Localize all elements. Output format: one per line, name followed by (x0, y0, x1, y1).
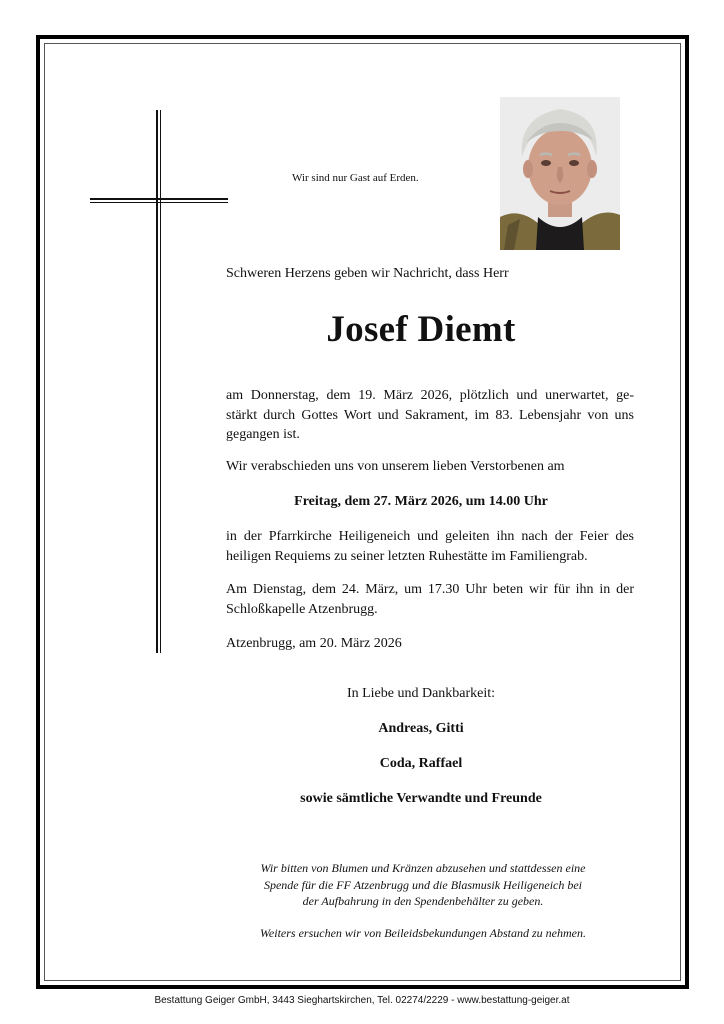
funeral-details-line: heiligen Requiems zu seiner letzten Ruhestätte im Familiengrab. (226, 548, 588, 564)
death-notice-line: stärkt durch Gottes Wort und Sakrament, im 83. Lebensjahr von uns (226, 407, 634, 423)
death-notice-line: gegangen ist. (226, 427, 300, 442)
funeral-details-line: in der Pfarrkirche Heiligeneich und geleiten ihn nach der Feier des (226, 529, 634, 544)
farewell-intro: Wir verabschieden uns von unserem lieben Verstorbenen am (226, 459, 565, 474)
donation-request (226, 860, 620, 910)
prayer-line: Schloßkapelle Atzenbrugg. (226, 601, 378, 617)
funeral-details (226, 527, 634, 566)
prayer-notice (226, 580, 634, 619)
mourner-line: Andreas, Gitti (378, 721, 464, 736)
footer-contact: Bestattung Geiger GmbH, 3443 Sieghartskirchen, Tel. 02274/2229 - www.bestattung-geiger.at (154, 995, 570, 1006)
funeral-date: Freitag, dem 27. März 2026, um 14.00 Uhr (294, 494, 548, 509)
motto: Wir sind nur Gast auf Erden. (292, 172, 419, 184)
death-notice (226, 386, 634, 445)
request-line: Spende für die FF Atzenbrugg und die Blasmusik Heiligeneich bei (263, 877, 583, 892)
condolence-note: Weiters ersuchen wir von Beileidsbekundungen Abstand zu nehmen. (260, 926, 586, 940)
request-line: der Aufbahrung in den Spendenbehälter zu geben. (302, 894, 544, 908)
mourner-line: Coda, Raffael (379, 756, 463, 771)
request-line: Wir bitten von Blumen und Kränzen abzusehen und stattdessen eine (260, 861, 586, 875)
portrait-photo (500, 97, 620, 250)
place-date: Atzenbrugg, am 20. März 2026 (226, 636, 402, 651)
deceased-name: Josef Diemt (326, 309, 516, 350)
closing-text: In Liebe und Dankbarkeit: (346, 686, 496, 701)
death-notice-line: am Donnerstag, dem 19. März 2026, plötzlich und unerwartet, ge- (226, 388, 634, 403)
mourner-line: sowie sämtliche Verwandte und Freunde (300, 791, 542, 806)
prayer-line: Am Dienstag, dem 24. März, um 17.30 Uhr beten wir für ihn in der (226, 582, 634, 597)
intro-text: Schweren Herzens geben wir Nachricht, dass Herr (226, 266, 509, 281)
